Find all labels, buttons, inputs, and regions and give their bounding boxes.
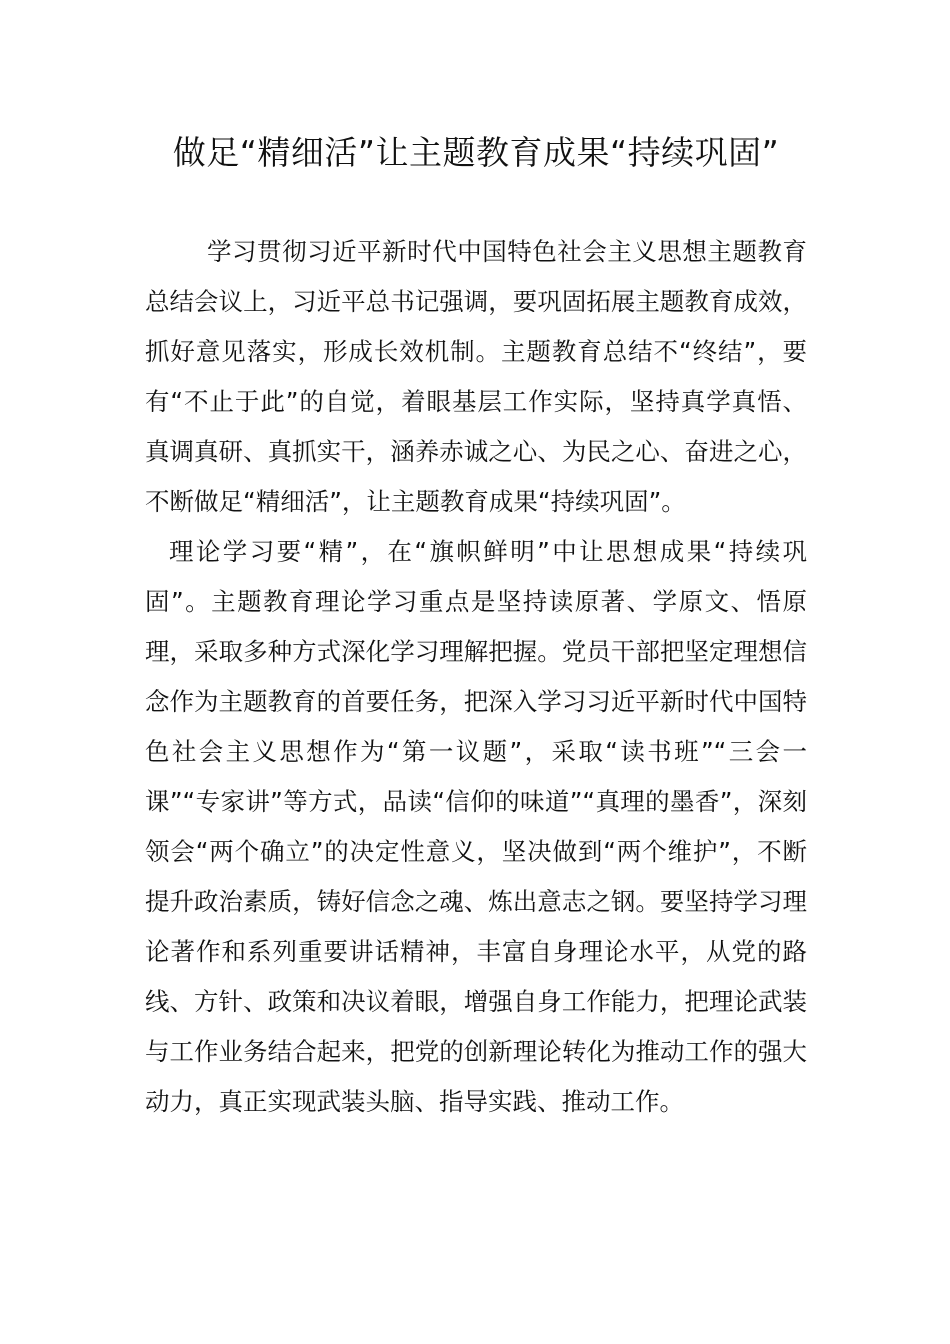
paragraph-intro: 学习贯彻习近平新时代中国特色社会主义思想主题教育总结会议上，习近平总书记强调，要巩固拓展主题教育成效，抓好意见落实，形成长效机制。主题教育总结不“终结”，要有“不止于此”的自觉，着眼基层工作实际，坚持真学真悟、真调真研、真抓实干，涵养赤诚之心、为民之心、奋进之心，不断做足“精细活”，让主题教育成果“持续巩固”。 [145,237,807,516]
paragraph-theory-study: 理论学习要“精”，在“旗帜鲜明”中让思想成果“持续巩固”。主题教育理论学习重点是坚持读原著、学原文、悟原理，采取多种方式深化学习理解把握。党员干部把坚定理想信念作为主题教育的首要任务，把深入学习习近平新时代中国特色社会主义思想作为“第一议题”，采取“读书班”“三会一课”“专家讲”等方式，品读“信仰的味道”“真理的墨香”，深刻领会“两个确立”的决定性意义，坚决做到“两个维护”，不断提升政治素质，铸好信念之魂、炼出意志之钢。要坚持学习理论著作和系列重要讲话精神，丰富自身理论水平，从党的路线、方针、政策和决议着眼，增强自身工作能力，把理论武装与工作业务结合起来，把党的创新理论转化为推动工作的强大动力，真正实现武装头脑、指导实践、推动工作。 [145,537,807,1116]
document-body [145,227,807,1127]
document-title: 做足“精细活”让主题教育成果“持续巩固” [172,133,780,172]
